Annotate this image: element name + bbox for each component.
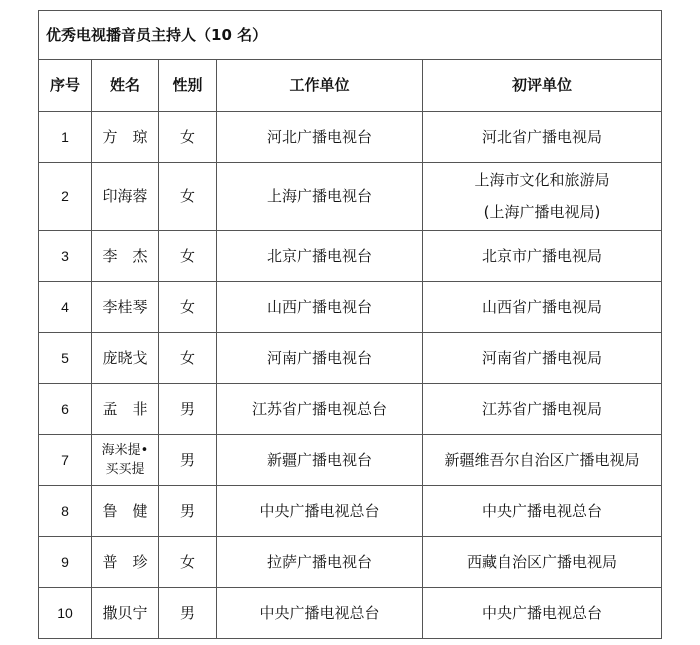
row-index: 2 (39, 163, 92, 231)
row-name: 李桂琴 (92, 282, 159, 333)
row-work-unit: 江苏省广播电视总台 (217, 384, 423, 435)
row-gender: 女 (159, 231, 217, 282)
table-row (39, 588, 662, 639)
row-review-unit: 中央广播电视总台 (423, 486, 662, 537)
name-line2: 买买提 (105, 462, 145, 477)
review-unit-line1: 上海市文化和旅游局 (474, 171, 610, 189)
row-review-unit: 河南省广播电视局 (423, 333, 662, 384)
row-name: 庞晓戈 (92, 333, 159, 384)
row-name: 普 珍 (92, 537, 159, 588)
row-review-unit: 西藏自治区广播电视局 (423, 537, 662, 588)
row-gender: 女 (159, 112, 217, 163)
header-row (39, 60, 662, 112)
award-table (38, 10, 662, 639)
row-work-unit: 中央广播电视总台 (217, 588, 423, 639)
table-row (39, 486, 662, 537)
row-index: 1 (39, 112, 92, 163)
header-gender: 性别 (159, 60, 217, 112)
table-row (39, 384, 662, 435)
row-work-unit: 新疆广播电视台 (217, 435, 423, 486)
row-work-unit: 河南广播电视台 (217, 333, 423, 384)
row-work-unit: 拉萨广播电视台 (217, 537, 423, 588)
table-row (39, 333, 662, 384)
name-line1: 海米提• (101, 442, 149, 458)
row-review-unit: 河北省广播电视局 (423, 112, 662, 163)
row-index: 9 (39, 537, 92, 588)
row-gender: 男 (159, 588, 217, 639)
row-index: 4 (39, 282, 92, 333)
header-work-unit: 工作单位 (217, 60, 423, 112)
row-name: 孟 非 (92, 384, 159, 435)
header-index: 序号 (39, 60, 92, 112)
row-work-unit: 北京广播电视台 (217, 231, 423, 282)
header-review-unit: 初评单位 (423, 60, 662, 112)
row-index: 7 (39, 435, 92, 486)
table-caption: 优秀电视播音员主持人（10 名） (39, 11, 662, 60)
row-work-unit: 山西广播电视台 (217, 282, 423, 333)
row-review-unit: 江苏省广播电视局 (423, 384, 662, 435)
row-name (92, 435, 159, 486)
row-index: 10 (39, 588, 92, 639)
row-gender: 女 (159, 282, 217, 333)
row-index: 8 (39, 486, 92, 537)
row-review-unit: 中央广播电视总台 (423, 588, 662, 639)
row-name: 方 琼 (92, 112, 159, 163)
review-unit-line2: (上海广播电视局) (483, 202, 601, 221)
caption-row (39, 11, 662, 60)
row-gender: 女 (159, 537, 217, 588)
row-review-unit: 山西省广播电视局 (423, 282, 662, 333)
row-index: 3 (39, 231, 92, 282)
row-name: 李 杰 (92, 231, 159, 282)
table-row (39, 537, 662, 588)
row-gender: 男 (159, 486, 217, 537)
table-row (39, 231, 662, 282)
row-gender: 女 (159, 333, 217, 384)
row-gender: 男 (159, 435, 217, 486)
row-work-unit: 河北广播电视台 (217, 112, 423, 163)
row-name: 鲁 健 (92, 486, 159, 537)
header-name: 姓名 (92, 60, 159, 112)
table-row (39, 282, 662, 333)
table-row (39, 112, 662, 163)
row-work-unit: 上海广播电视台 (217, 163, 423, 231)
row-name: 印海蓉 (92, 163, 159, 231)
row-review-unit: 新疆维吾尔自治区广播电视局 (423, 435, 662, 486)
row-review-unit (423, 163, 662, 231)
row-review-unit: 北京市广播电视局 (423, 231, 662, 282)
row-name: 撒贝宁 (92, 588, 159, 639)
award-table-container (38, 10, 661, 639)
row-gender: 男 (159, 384, 217, 435)
table-row (39, 435, 662, 486)
row-work-unit: 中央广播电视总台 (217, 486, 423, 537)
row-index: 5 (39, 333, 92, 384)
table-row (39, 163, 662, 231)
row-index: 6 (39, 384, 92, 435)
row-gender: 女 (159, 163, 217, 231)
